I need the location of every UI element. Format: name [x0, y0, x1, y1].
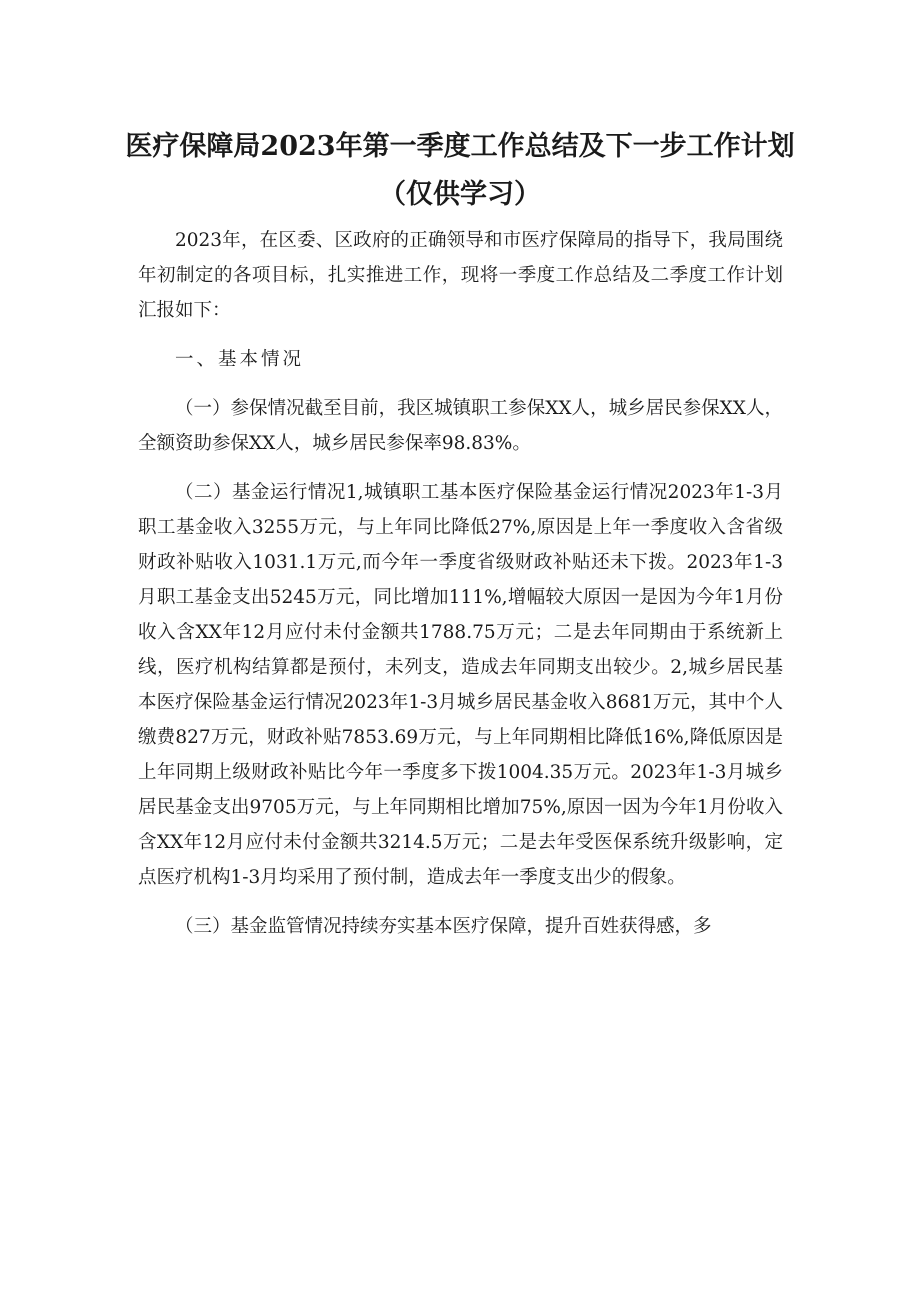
spacer: [138, 328, 783, 342]
document-title: 医疗保障局2023年第一季度工作总结及下一步工作计划: [125, 131, 795, 162]
intro-paragraph: 2023年，在区委、区政府的正确领导和市医疗保障局的指导下，我局围绕年初制定的各项目标，扎实推进工作，现将一季度工作总结及二季度工作计划汇报如下：: [138, 230, 783, 321]
spacer: [138, 461, 783, 475]
participation-paragraph: （一）参保情况截至目前，我区城镇职工参保XX人，城乡居民参保XX人，全额资助参保XX人，城乡居民参保率98.83%。: [138, 398, 783, 454]
fund-operation-paragraph: （二）基金运行情况1,城镇职工基本医疗保险基金运行情况2023年1-3月职工基金收入3255万元，与上年同比降低27%,原因是上年一季度收入含省级财政补贴收入1031.1万元,而今年一季度省级财政补贴还未下拨。2023年1-3月职工基金支出5245万元，同比增加111%,增幅较大原因一是因为今年1月份收入含XX年12月应付未付金额共1788.75万元；二是去年同期由于系统新上线，医疗机构结算都是预付，未列支，造成去年同期支出较少。2,城乡居民基本医疗保险基金运行情况2023年1-3月城乡居民基金收入8681万元，其中个人缴费827万元，财政补贴7853.69万元，与上年同期相比降低16%,降低原因是上年同期上级财政补贴比今年一季度多下拨1004.35万元。2023年1-3月城乡居民基金支出9705万元，与上年同期相比增加75%,原因一因为今年1月份收入含XX年12月应付未付金额共3214.5万元；二是去年受医保系统升级影响，定点医疗机构1-3月均采用了预付制，造成去年一季度支出少的假象。: [138, 482, 783, 888]
fund-supervision-paragraph: （三）基金监管情况持续夯实基本医疗保障，提升百姓获得感，多: [175, 916, 712, 937]
spacer: [138, 895, 783, 909]
document-subtitle: （仅供学习）: [379, 179, 541, 210]
document-body: [138, 223, 783, 944]
spacer: [138, 377, 783, 391]
section-heading: 一、基本情况: [175, 349, 305, 370]
